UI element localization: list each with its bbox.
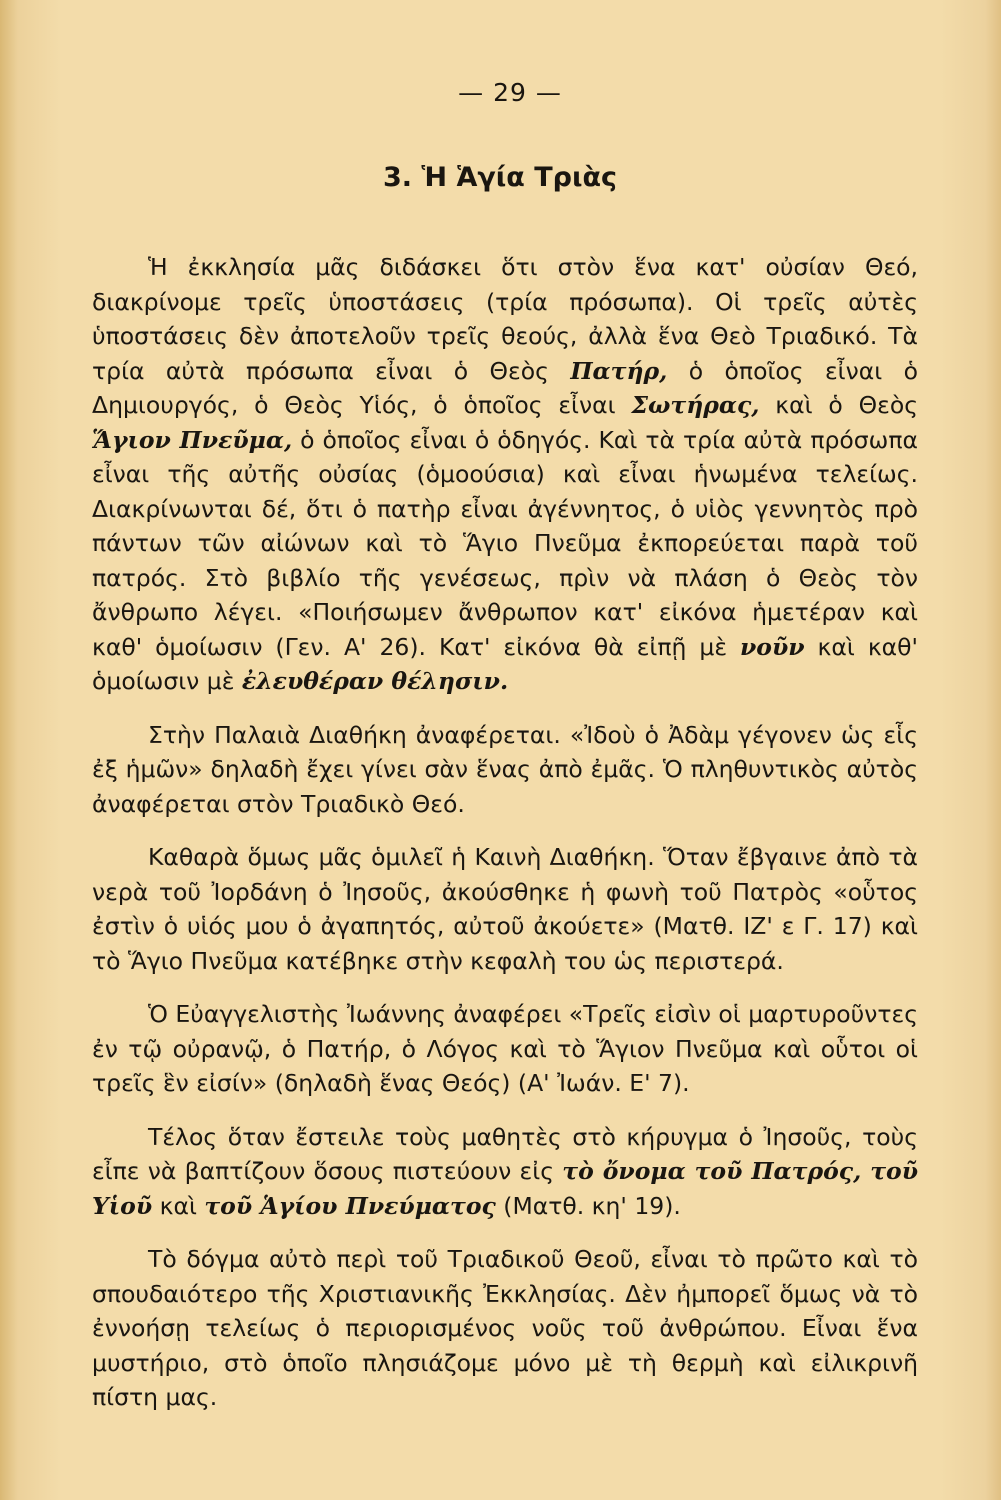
bold-term-name: τὸ ὄνομα τοῦ Πατρός, τοῦ Υἱοῦ [92, 1157, 918, 1220]
bold-term-father: Πατήρ, [570, 356, 668, 385]
paragraph-2: Στὴν Παλαιὰ Διαθήκη ἀναφέρεται. «Ἰδοὺ ὁ Ἀδὰμ γέγονεν ὡς εἷς ἐξ ἡμῶν» δηλαδὴ ἔχει γίνει σὰν ἕνας ἀπὸ ἐμᾶς. Ὁ πληθυντικὸς αὐτὸς ἀναφέρεται στὸν Τριαδικὸ Θεό. [92, 720, 918, 818]
bold-term-mind: νοῦν [740, 632, 805, 661]
paragraph-3: Καθαρὰ ὅμως μᾶς ὁμιλεῖ ἡ Καινὴ Διαθήκη. Ὅταν ἔβγαινε ἀπὸ τὰ νερὰ τοῦ Ἰορδάνη ὁ Ἰησοῦς, ἀκούσθηκε ἡ φωνὴ τοῦ Πατρὸς «οὗτος ἐστὶν ὁ υἱός μου ὁ ἀγαπητός, αὐτοῦ ἀκούετε» (Ματθ. ΙΖ' ε Γ. 17) καὶ τὸ Ἅγιο Πνεῦμα κατέβηκε στὴν κεφαλὴ του ὡς περιστερά. [92, 843, 918, 975]
bold-term-free-will: ἐλευθέραν θέλησιν. [241, 667, 509, 695]
paragraph-4: Ὁ Εὐαγγελιστὴς Ἰωάννης ἀναφέρει «Τρεῖς εἰσὶν οἱ μαρτυροῦντες ἐν τῷ οὐρανῷ, ὁ Πατήρ, ὁ Λόγος καὶ τὸ Ἅγιον Πνεῦμα καὶ οὗτοι οἱ τρεῖς ἓν εἰσίν» (δηλαδὴ ἕνας Θεός) (Α' Ἰωάν. Ε' 7). [92, 1000, 919, 1097]
bold-term-holy-spirit: Ἅγιον Πνεῦμα, [92, 425, 293, 454]
paragraph-5: Τέλος ὅταν ἔστειλε τοὺς μαθητὲς στὸ κήρυγμα ὁ Ἰησοῦς, τοὺς εἶπε νὰ βαπτίζουν ὅσους πιστεύουν εἰς τὸ ὄνομα τοῦ Πατρός, τοῦ Υἱοῦ καὶ τοῦ Ἁγίου Πνεύματος (Ματθ. κη' 19). [92, 1122, 918, 1220]
bold-term-holy-spirit-2: τοῦ Ἁγίου Πνεύματος [204, 1191, 496, 1220]
paragraph-6: Τὸ δόγμα αὐτὸ περὶ τοῦ Τριαδικοῦ Θεοῦ, εἶναι τὸ πρῶτο καὶ τὸ σπουδαιότερο τῆς Χριστιανικῆς Ἐκκλησίας. Δὲν ἠμπορεῖ ὅμως νὰ τὸ ἐννοήσῃ τελείως ὁ περιορισμένος νοῦς τοῦ ἀνθρώπου. Εἶναι ἕνα μυστήριο, στὸ ὁποῖο πλησιάζομε μόνο μὲ τὴ θερμὴ καὶ εἰλικρινῆ πίστη μας. [92, 1245, 918, 1411]
bold-term-saviour: Σωτήρας, [631, 391, 760, 419]
page-number: — 29 — [458, 78, 562, 107]
paragraph-1: Ἡ ἐκκλησία μᾶς διδάσκει ὅτι στὸν ἕνα κατ' οὐσίαν Θεό, διακρίνομε τρεῖς ὑποστάσεις (τρία πρόσωπα). Οἱ τρεῖς αὐτὲς ὑποστάσεις δὲν ἀποτελοῦν τρεῖς θεούς, ἀλλὰ ἕνα Θεὸ Τριαδικό. Τὰ τρία αὐτὰ πρόσωπα εἶναι ὁ Θεὸς Πατήρ, ὁ ὁποῖος εἶναι ὁ Δημιουργός, ὁ Θεὸς Υἱός, ὁ ὁποῖος εἶναι Σωτήρας, καὶ ὁ Θεὸς Ἅγιον Πνεῦμα, ὁ ὁποῖος εἶναι ὁ ὁδηγός. Καὶ τὰ τρία αὐτὰ πρόσωπα εἶναι τῆς αὐτῆς οὐσίας (ὁμοούσια) καὶ εἶναι ἡνωμένα τελείως. Διακρίνωνται δέ, ὅτι ὁ πατὴρ εἶναι ἀγέννητος, ὁ υἱὸς γεννητὸς πρὸ πάντων τῶν αἰώνων καὶ τὸ Ἅγιο Πνεῦμα ἐκπορεύεται παρὰ τοῦ πατρός. Στὸ βιβλίο τῆς γενέσεως, πρὶν νὰ πλάση ὁ Θεὸς τὸν ἄνθρωπο λέγει. «Ποιήσωμεν ἄνθρωπον κατ' εἰκόνα ἡμετέραν καὶ καθ' ὁμοίωσιν (Γεν. Α' 26). Κατ' εἰκόνα θὰ εἰπῇ μὲ νοῦν καὶ καθ' ὁμοίωσιν μὲ ἐλευθέραν θέλησιν. [92, 253, 918, 695]
body-text [92, 250, 918, 1434]
chapter-title: 3. Ἡ Ἁγία Τριὰς [382, 162, 618, 193]
